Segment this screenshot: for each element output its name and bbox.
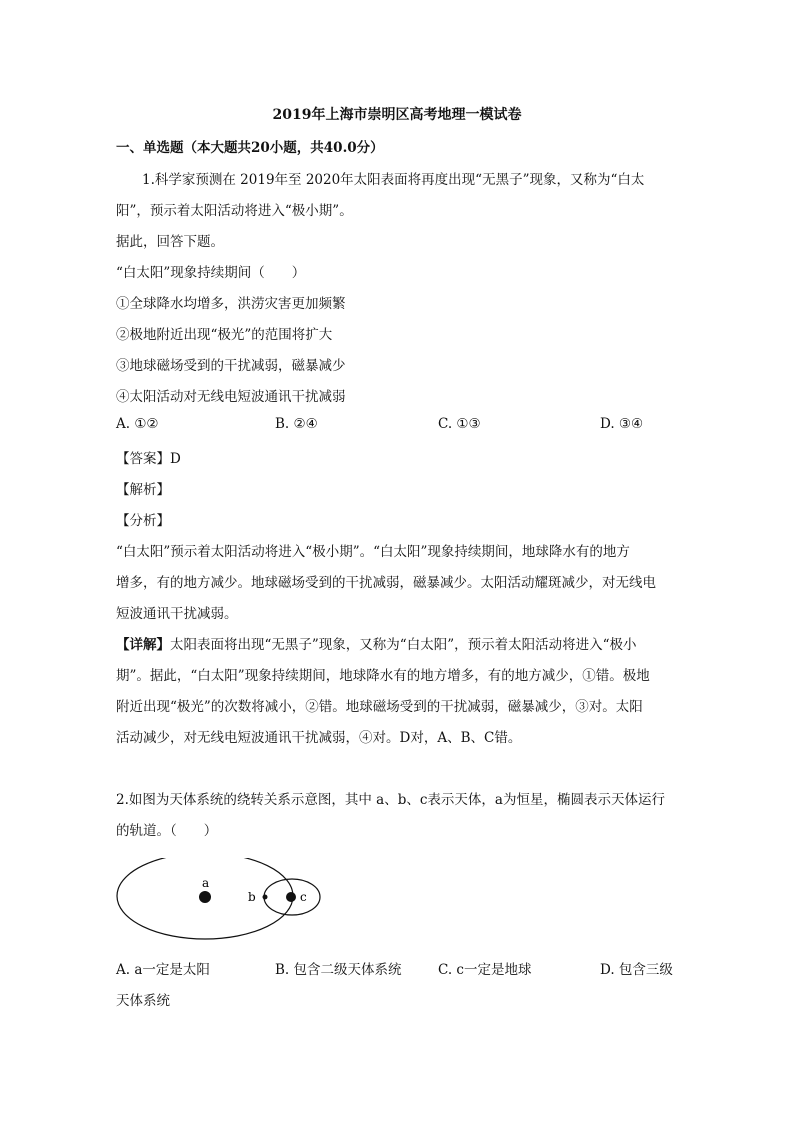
q1-option-d: D. ③④	[600, 416, 644, 432]
label-b: b	[248, 890, 256, 904]
star-a	[199, 891, 211, 903]
section-heading: 一、单选题（本大题共20小题，共40.0分）	[116, 140, 384, 156]
q1-detail-line-1	[116, 633, 637, 653]
q1-detail-text-1: 太阳表面将出现“无黑子”现象，又称为“白太阳”，预示着太阳活动将进入“极小	[170, 637, 637, 653]
q1-stem-line-1: 1.科学家预测在 2019年至 2020年太阳表面将再度出现“无黑子”现象，又称为“白太	[142, 172, 645, 188]
q1-detail-line-3: 附近出现“极光”的次数将减小，②错。地球磁场受到的干扰减弱，磁暴减少，③对。太阳	[116, 699, 643, 715]
q1-option-c: C. ①③	[438, 416, 481, 432]
q1-analysis-line-3: 短波通讯干扰减弱。	[116, 606, 238, 622]
q1-stem-line-2: 阳”，预示着太阳活动将进入“极小期”。	[116, 203, 353, 219]
q2-option-a: A. a一定是太阳	[116, 962, 210, 978]
q1-instruction: 据此，回答下题。	[116, 234, 224, 250]
body-c	[286, 892, 296, 902]
q1-fenxi-label: 【分析】	[116, 513, 170, 529]
label-c: c	[300, 890, 307, 904]
q1-option-a: A. ①②	[116, 416, 159, 432]
q1-statement-2: ②极地附近出现“极光”的范围将扩大	[116, 327, 333, 343]
label-a: a	[202, 876, 210, 890]
q1-statement-1: ①全球降水均增多，洪涝灾害更加频繁	[116, 296, 346, 312]
q1-answer: 【答案】D	[116, 451, 181, 467]
q2-option-d: D. 包含三级	[600, 962, 673, 978]
q1-detail-line-4: 活动减少，对无线电短波通讯干扰减弱，④对。D对，A、B、C错。	[116, 730, 522, 746]
q1-detail-line-2: 期”。据此，“白太阳”现象持续期间，地球降水有的地方增多，有的地方减少，①错。极地	[116, 668, 650, 684]
q1-detail-label: 【详解】	[116, 637, 170, 653]
body-b	[263, 895, 268, 900]
q1-sub-question: “白太阳”现象持续期间（ ）	[116, 265, 306, 281]
q2-stem-line-1: 2.如图为天体系统的绕转关系示意图，其中 a、b、c表示天体，a为恒星，椭圆表示天体运行	[116, 792, 665, 808]
q2-option-b: B. 包含二级天体系统	[275, 962, 402, 978]
q2-option-c: C. c一定是地球	[438, 962, 532, 978]
q2-option-d-cont: 天体系统	[116, 993, 170, 1009]
q1-statement-3: ③地球磁场受到的干扰减弱，磁暴减少	[116, 358, 346, 374]
orbit-diagram	[110, 858, 340, 948]
q2-stem-line-2: 的轨道。（ ）	[116, 823, 218, 839]
page-title: 2019年上海市崇明区高考地理一模试卷	[272, 107, 522, 123]
q1-analysis-line-2: 增多，有的地方减少。地球磁场受到的干扰减弱，磁暴减少。太阳活动耀斑减少，对无线电	[116, 575, 656, 591]
q1-jiexi-label: 【解析】	[116, 482, 170, 498]
q1-option-b: B. ②④	[275, 416, 318, 432]
q1-statement-4: ④太阳活动对无线电短波通讯干扰减弱	[116, 389, 346, 405]
q1-analysis-line-1: “白太阳”预示着太阳活动将进入“极小期”。“白太阳”现象持续期间，地球降水有的地方	[116, 544, 630, 560]
